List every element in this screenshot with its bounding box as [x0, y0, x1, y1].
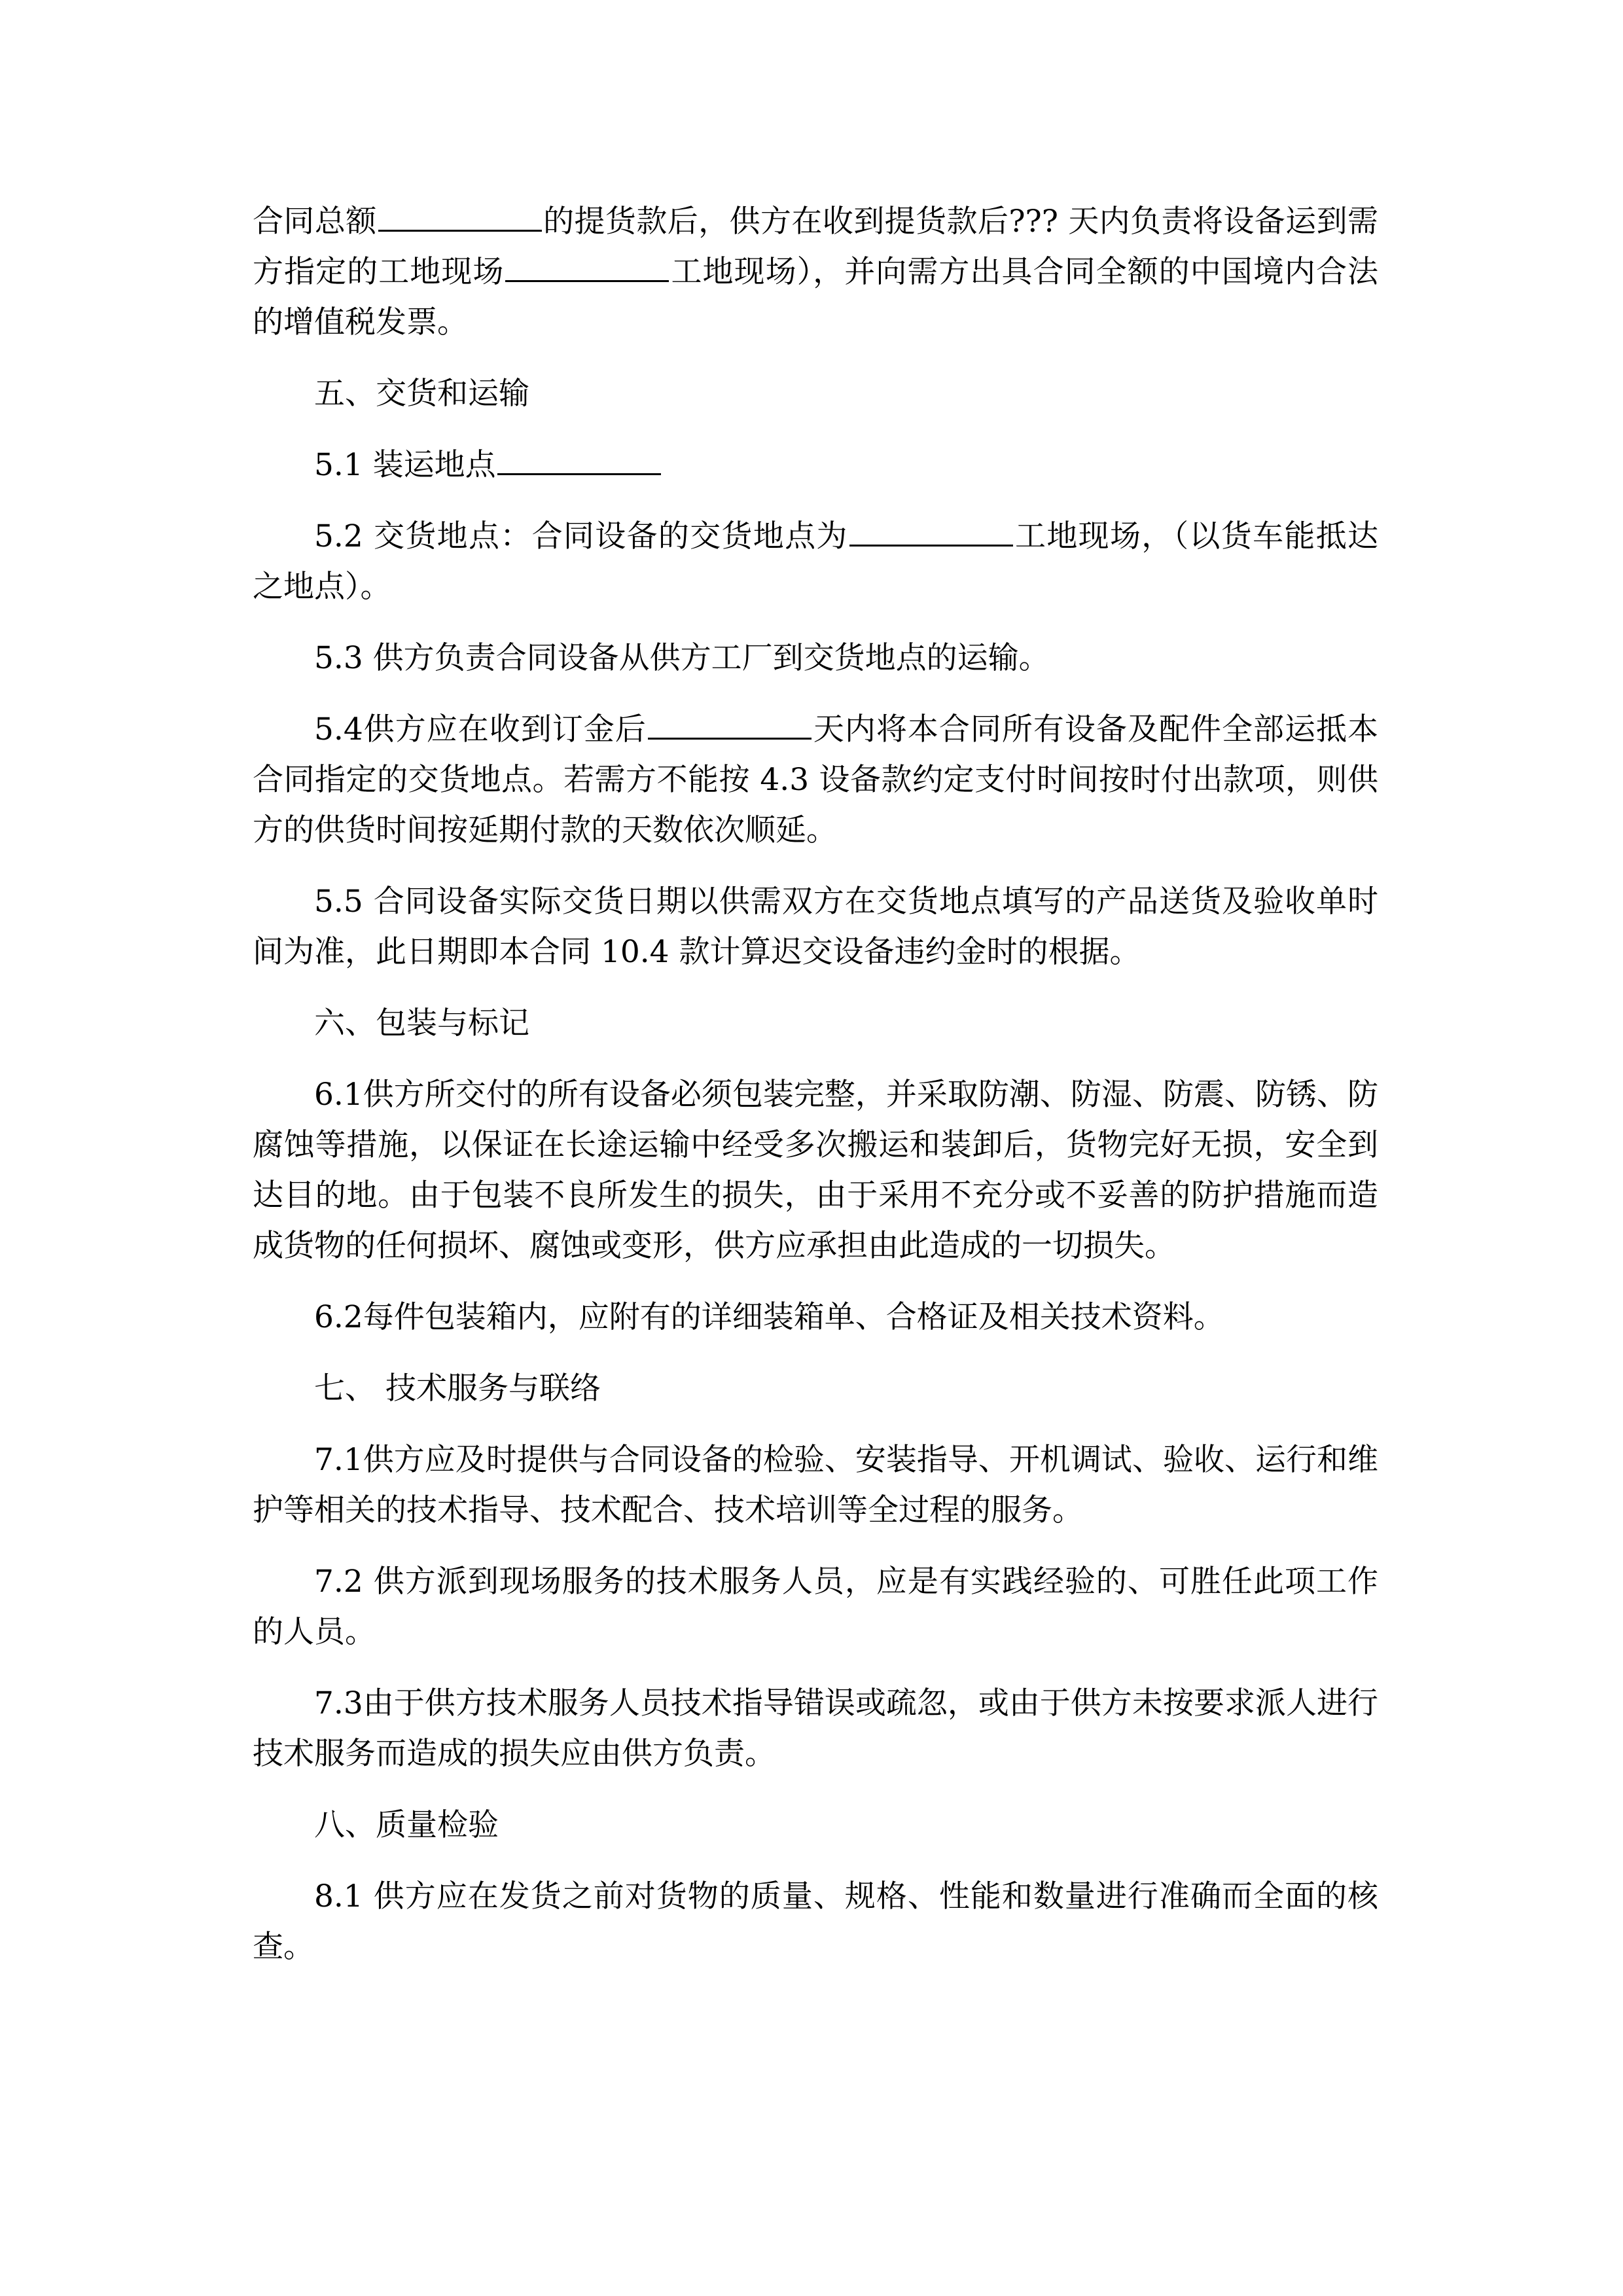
paragraph-text: 7.2 供方派到现场服务的技术服务人员，应是有实践经验的、可胜任此项工作的人员。 [253, 1564, 1378, 1650]
paragraph [253, 1556, 1378, 1657]
paragraph-text: 六、包装与标记 [314, 1005, 529, 1041]
section-heading [253, 368, 1378, 419]
paragraph [253, 1435, 1378, 1535]
paragraph-text: 的提货款后，供方在收到提货款后??? 天内负责将设备运到需方指定的工地现场 [253, 204, 1378, 290]
paragraph [253, 511, 1378, 612]
paragraph-text: 5.2 交货地点：合同设备的交货地点为 [314, 518, 848, 554]
paragraph-text: 八、质量检验 [314, 1807, 499, 1843]
paragraph-text: 五、交货和运输 [314, 376, 529, 412]
paragraph-text: 工地现场，（以货车能抵达之地点）。 [253, 518, 1379, 605]
paragraph-text: 7.1供方应及时提供与合同设备的检验、安装指导、开机调试、验收、运行和维护等相关的技术指导、技术配合、技术培训等全过程的服务。 [253, 1442, 1378, 1528]
fill-in-blank [849, 518, 1013, 547]
section-heading [253, 1800, 1378, 1850]
paragraph-text: 合同总额 [253, 204, 377, 240]
paragraph-text: 5.3 供方负责合同设备从供方工厂到交货地点的运输。 [314, 640, 1050, 676]
paragraph [253, 1871, 1378, 1972]
paragraph [253, 440, 1378, 490]
paragraph-text: 5.4供方应在收到订金后 [314, 711, 647, 747]
paragraph-text: 5.1 装运地点 [314, 447, 496, 483]
fill-in-blank [497, 447, 661, 475]
paragraph-text: 5.5 合同设备实际交货日期以供需双方在交货地点填写的产品送货及验收单时间为准，此日期即本合同 10.4 款计算迟交设备违约金时的根据。 [253, 884, 1378, 970]
paragraph [253, 196, 1378, 348]
section-heading [253, 1363, 1378, 1414]
fill-in-blank [505, 254, 669, 282]
paragraph-text: 工地现场），并向需方出具合同全额的中国境内合法的增值税发票。 [253, 254, 1379, 340]
paragraph-text: 七、 技术服务与联络 [314, 1371, 601, 1407]
paragraph-text: 7.3由于供方技术服务人员技术指导错误或疏忽，或由于供方未按要求派人进行技术服务而造成的损失应由供方负责。 [253, 1685, 1378, 1772]
paragraph-text: 天内将本合同所有设备及配件全部运抵本合同指定的交货地点。若需方不能按 4.3 设备款约定支付时间按时付出款项，则供方的供货时间按延期付款的天数依次顺延。 [253, 711, 1379, 848]
paragraph [253, 876, 1378, 977]
paragraph [253, 1292, 1378, 1342]
paragraph [253, 633, 1378, 683]
paragraph-text: 8.1 供方应在发货之前对货物的质量、规格、性能和数量进行准确而全面的核查。 [253, 1878, 1378, 1965]
document-page [253, 196, 1378, 1993]
paragraph [253, 1069, 1378, 1271]
fill-in-blank [378, 204, 542, 232]
paragraph-text: 6.1供方所交付的所有设备必须包装完整，并采取防潮、防湿、防震、防锈、防腐蚀等措施，以保证在长途运输中经受多次搬运和装卸后，货物完好无损，安全到达目的地。由于包装不良所发生的损失，由于采用不充分或不妥善的防护措施而造成货物的任何损坏、腐蚀或变形，供方应承担由此造成的一切损失。 [253, 1077, 1378, 1264]
paragraph [253, 1678, 1378, 1779]
paragraph [253, 704, 1378, 855]
fill-in-blank [648, 711, 812, 740]
paragraph-text: 6.2每件包装箱内，应附有的详细装箱单、合格证及相关技术资料。 [314, 1299, 1224, 1335]
section-heading [253, 998, 1378, 1049]
